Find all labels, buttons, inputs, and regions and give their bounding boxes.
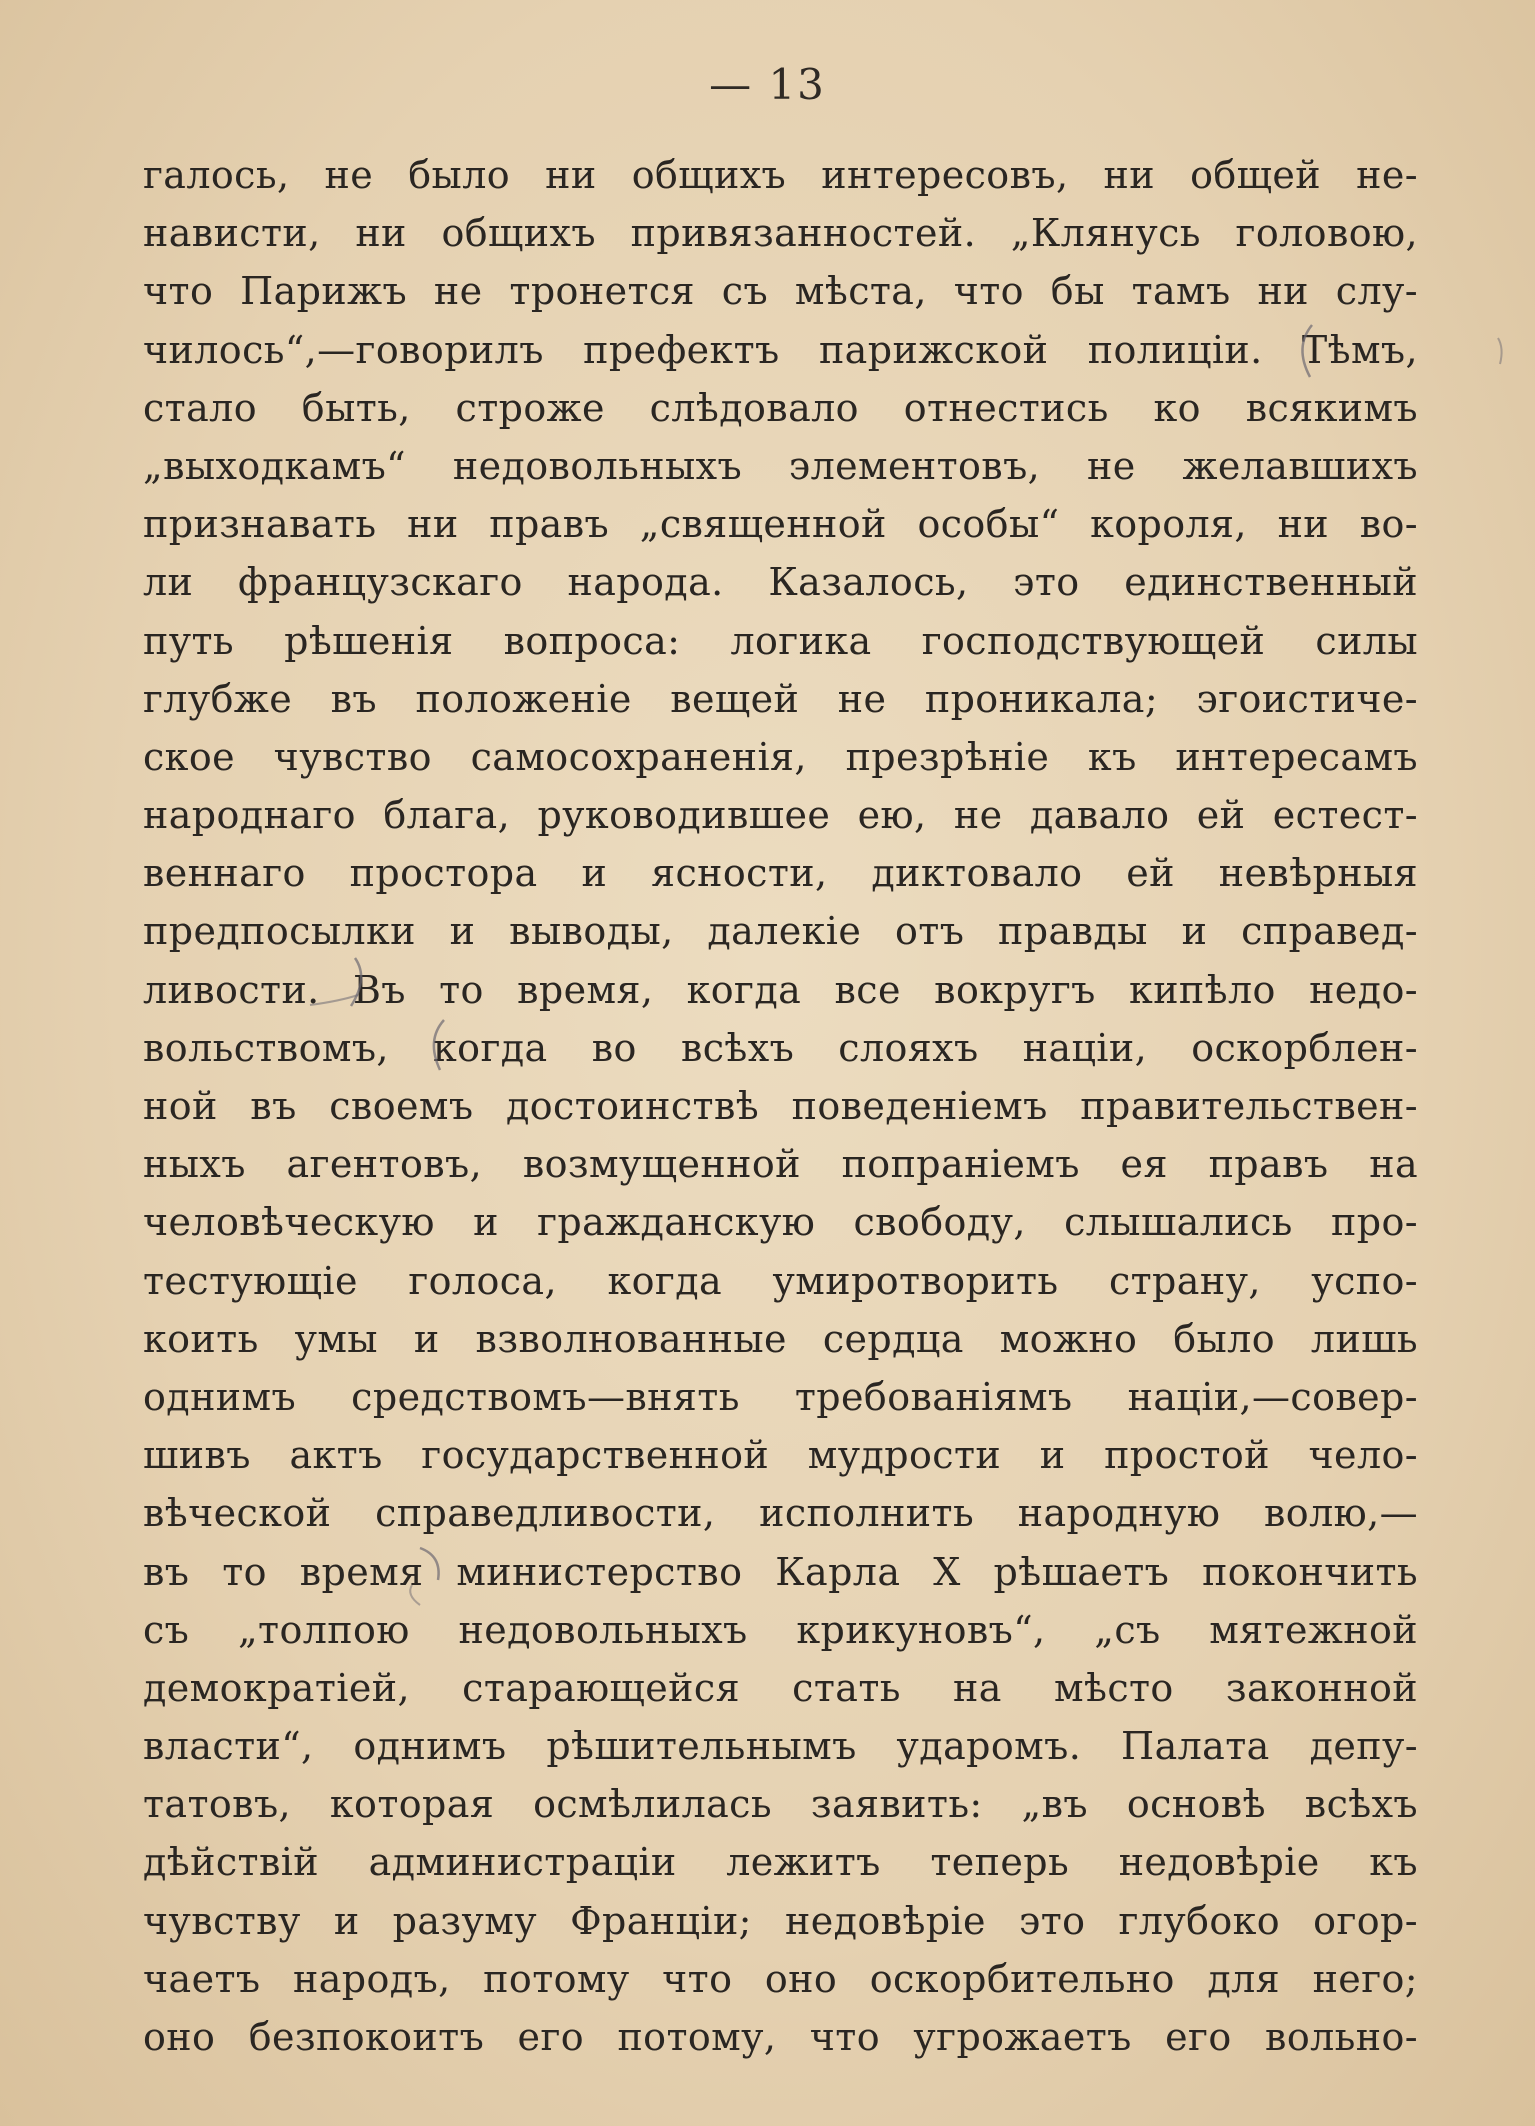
text-line: галось, не было ни общихъ интересовъ, ни общей не- bbox=[143, 153, 1418, 197]
text-line: „выходкамъ“ недовольныхъ элементовъ, не желавшихъ bbox=[143, 443, 1418, 488]
text-line: что Парижъ не тронется съ мѣста, что бы тамъ ни слу- bbox=[143, 269, 1418, 314]
text-line: чаетъ народъ, потому что оно оскорбительно для него; bbox=[143, 1956, 1418, 2001]
text-line: въ то время министерство Карла X рѣшаетъ покончить bbox=[143, 1549, 1418, 1594]
text-line: веннаго простора и ясности, диктовало ей невѣрныя bbox=[143, 851, 1418, 896]
text-line: однимъ средствомъ—внять требованіямъ націи,—совер- bbox=[143, 1374, 1418, 1419]
text-line: ское чувство самосохраненія, презрѣніе къ интересамъ bbox=[143, 734, 1418, 779]
text-line: власти“, однимъ рѣшительнымъ ударомъ. Палата депу- bbox=[143, 1724, 1418, 1769]
page-number: — 13 bbox=[709, 60, 826, 109]
text-line: чилось“,—говорилъ префектъ парижской полиціи. Тѣмъ, bbox=[143, 327, 1418, 372]
text-line: ливости. Въ то время, когда все вокругъ кипѣло недо- bbox=[143, 967, 1418, 1012]
body-text bbox=[143, 146, 1418, 2066]
text-line: глубже въ положеніе вещей не проникала; эгоистиче- bbox=[143, 676, 1418, 721]
text-line: народнаго блага, руководившее ею, не давало ей естест- bbox=[143, 793, 1418, 838]
text-line: чувству и разуму Франціи; недовѣріе это глубоко огор- bbox=[143, 1898, 1418, 1943]
text-line: съ „толпою недовольныхъ крикуновъ“, „съ мятежной bbox=[143, 1607, 1418, 1652]
text-line: тестующіе голоса, когда умиротворить страну, успо- bbox=[143, 1258, 1418, 1303]
text-line: ли французскаго народа. Казалось, это единственный bbox=[143, 560, 1418, 605]
text-line: человѣческую и гражданскую свободу, слышались про- bbox=[143, 1200, 1418, 1245]
text-line: стало быть, строже слѣдовало отнестись ко всякимъ bbox=[143, 385, 1418, 430]
text-line: ныхъ агентовъ, возмущенной попраніемъ ея правъ на bbox=[143, 1142, 1418, 1187]
text-line: оно безпокоитъ его потому, что угрожаетъ его вольно- bbox=[143, 2015, 1418, 2059]
text-line: дѣйствій администраціи лежитъ теперь недовѣріе къ bbox=[143, 1840, 1418, 1885]
text-line: вѣческой справедливости, исполнить народную волю,— bbox=[143, 1491, 1418, 1536]
text-line: демократіей, старающейся стать на мѣсто законной bbox=[143, 1665, 1418, 1710]
text-line: признавать ни правъ „священной особы“ короля, ни во- bbox=[143, 502, 1418, 547]
text-line: татовъ, которая осмѣлилась заявить: „въ основѣ всѣхъ bbox=[143, 1782, 1418, 1827]
text-line: предпосылки и выводы, далекіе отъ правды и справед- bbox=[143, 909, 1418, 954]
text-line: путь рѣшенія вопроса: логика господствующей силы bbox=[143, 618, 1418, 663]
text-line: вольствомъ, когда во всѣхъ слояхъ націи, оскорблен- bbox=[143, 1025, 1418, 1070]
text-line: ной въ своемъ достоинствѣ поведеніемъ правительствен- bbox=[143, 1084, 1418, 1128]
text-line: шивъ актъ государственной мудрости и простой чело- bbox=[143, 1433, 1418, 1478]
text-line: нависти, ни общихъ привязанностей. „Клянусь головою, bbox=[143, 211, 1418, 256]
text-line: коить умы и взволнованные сердца можно было лишь bbox=[143, 1316, 1418, 1361]
